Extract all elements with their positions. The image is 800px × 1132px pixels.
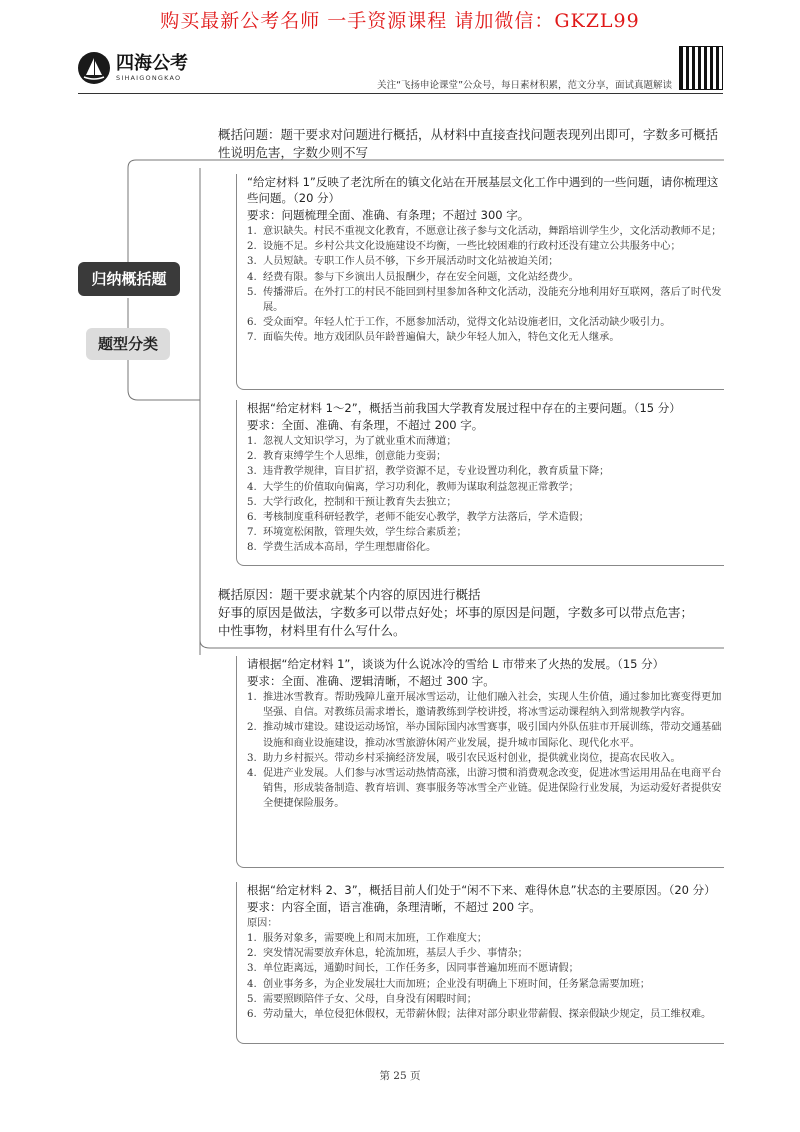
item-number: 5. bbox=[247, 496, 257, 508]
item-number: 5. bbox=[247, 286, 257, 298]
item-text: 传播滞后。在外打工的村民不能回到村里参加各种文化活动，没能充分地利用好互联网，落后了时代发展。 bbox=[263, 286, 722, 314]
item-number: 4. bbox=[247, 978, 257, 990]
list-item bbox=[247, 720, 724, 750]
card-requirement: 要求：全面、准确、逻辑清晰，不超过 300 字。 bbox=[247, 674, 495, 688]
list-item bbox=[247, 946, 724, 961]
summary-intro-text: 概括问题：题干要求对问题进行概括，从材料中直接查找问题表现列出即可，字数多可概括性说明危害，字数少则不写 bbox=[218, 127, 719, 160]
item-text: 面临失传。地方戏团队员年龄普遍偏大，缺少年轻人加入，特色文化无人继承。 bbox=[263, 332, 620, 344]
item-text: 大学生的价值取向偏离，学习功利化，教师为谋取利益忽视正常教学； bbox=[263, 481, 579, 493]
card-cause-1 bbox=[236, 656, 724, 868]
item-number: 3. bbox=[247, 256, 257, 268]
item-number: 8. bbox=[247, 542, 257, 554]
item-text: 环境宽松闲散，管理失效，学生综合素质差； bbox=[263, 527, 467, 539]
list-item bbox=[247, 254, 724, 269]
item-text: 突发情况需要放弃休息，轮流加班，基层人手少、事情杂； bbox=[263, 948, 528, 960]
item-text: 人员短缺。专职工作人员不够，下乡开展活动时文化站被迫关闭； bbox=[263, 256, 559, 268]
item-text: 需要照顾陪伴子女、父母，自身没有闲暇时间； bbox=[263, 993, 477, 1005]
main-label: 归纳概括题 bbox=[78, 262, 180, 296]
list-item bbox=[247, 285, 724, 315]
item-number: 6. bbox=[247, 317, 257, 329]
list-item bbox=[247, 540, 724, 555]
list-item bbox=[247, 434, 724, 449]
logo-title: 四海公考 bbox=[116, 53, 188, 74]
list-item bbox=[247, 766, 724, 812]
item-number: 4. bbox=[247, 481, 257, 493]
card-question: “给定材料 1”反映了老沈所在的镇文化站在开展基层文化工作中遇到的一些问题，请你梳理这些问题。（20 分） bbox=[247, 175, 719, 205]
item-text: 创业事务多，为企业发展壮大而加班；企业没有明确上下班时间，任务紧急需要加班； bbox=[263, 978, 651, 990]
card-requirement: 要求：内容全面，语言准确，条理清晰，不超过 200 字。 bbox=[247, 900, 541, 914]
card-question: 根据“给定材料 2、3”，概括目前人们处于“闲不下来、难得休息”状态的主要原因。（20 分） bbox=[247, 883, 716, 897]
item-text: 服务对象多，需要晚上和周末加班，工作难度大； bbox=[263, 933, 488, 944]
item-number: 1. bbox=[247, 436, 257, 447]
item-number: 2. bbox=[247, 722, 257, 734]
cause-intro-line1: 概括原因：题干要求就某个内容的原因进行概括 bbox=[218, 587, 481, 602]
list-item bbox=[247, 239, 724, 254]
item-text: 学费生活成本高昂，学生理想庸俗化。 bbox=[263, 542, 437, 554]
list-item bbox=[247, 510, 724, 525]
list-item bbox=[247, 480, 724, 495]
item-text: 忽视人文知识学习，为了就业重术而薄道； bbox=[263, 436, 457, 447]
item-number: 3. bbox=[247, 752, 257, 764]
summary-intro bbox=[218, 126, 723, 162]
item-number: 2. bbox=[247, 241, 257, 253]
card-requirement: 要求：问题梳理全面、准确、有条理；不超过 300 字。 bbox=[247, 208, 530, 222]
list-item bbox=[247, 330, 724, 345]
item-number: 1. bbox=[247, 692, 257, 703]
item-number: 1. bbox=[247, 226, 257, 237]
item-text: 助力乡村振兴。带动乡村采摘经济发展，吸引农民返村创业，提供就业岗位，提高农民收入。 bbox=[263, 752, 681, 764]
list-item bbox=[247, 495, 724, 510]
cause-intro-line2: 好事的原因是做法，字数多可以带点好处；坏事的原因是问题，字数多可以带点危害； bbox=[218, 605, 694, 620]
item-number: 2. bbox=[247, 451, 257, 463]
item-number: 4. bbox=[247, 768, 257, 780]
list-item bbox=[247, 751, 724, 766]
item-text: 推进冰雪教育。帮助残障儿童开展冰雪运动，让他们融入社会，实现人生价值，通过参加比赛变得更加坚强、自信。对教练员需求增长，邀请教练到学校讲授，将冰雪运动课程纳入到常规教学内容。 bbox=[263, 692, 722, 719]
item-number: 2. bbox=[247, 948, 257, 960]
list-item bbox=[247, 464, 724, 479]
item-text: 违背教学规律，盲目扩招，教学资源不足，专业设置功利化，教育质量下降； bbox=[263, 466, 610, 478]
item-number: 6. bbox=[247, 512, 257, 524]
category-label: 题型分类 bbox=[86, 328, 170, 360]
item-text: 大学行政化，控制和干预让教育失去独立； bbox=[263, 496, 457, 508]
page-number: 第 25 页 bbox=[379, 1070, 421, 1082]
item-text: 单位距离远，通勤时间长，工作任务多，因同事普遍加班而不愿请假； bbox=[263, 963, 579, 975]
promo-banner: 购买最新公考名师 一手资源课程 请加微信：GKZL99 bbox=[160, 10, 640, 32]
item-number: 3. bbox=[247, 963, 257, 975]
list-item bbox=[247, 270, 724, 285]
item-text: 受众面窄。年轻人忙于工作，不愿参加活动，觉得文化站设施老旧，文化活动缺少吸引力。 bbox=[263, 317, 671, 329]
list-item bbox=[247, 690, 724, 720]
header-note: 关注“飞扬申论课堂”公众号，每日素材积累，范文分享，面试真题解读 bbox=[377, 80, 672, 91]
item-text: 劳动量大，单位侵犯休假权，无带薪休假；法律对部分职业带薪假、探亲假缺少规定，员工维权难。 bbox=[263, 1009, 712, 1021]
list-item bbox=[247, 1007, 724, 1022]
item-number: 1. bbox=[247, 933, 257, 944]
item-text: 促进产业发展。人们参与冰雪运动热情高涨，出游习惯和消费观念改变，促进冰雪运用用品在电商平台销售，形成装备制造、教育培训、赛事服务等冰雪全产业链。促进保险行业发展，为运动爱好者提供安全便捷保险服务。 bbox=[263, 768, 722, 810]
list-item bbox=[247, 449, 724, 464]
item-number: 6. bbox=[247, 1009, 257, 1021]
list-item bbox=[247, 977, 724, 992]
item-text: 意识缺失。村民不重视文化教育，不愿意让孩子参与文化活动，舞蹈培训学生少，文化活动教师不足； bbox=[263, 226, 722, 237]
card-problem-1 bbox=[236, 174, 724, 390]
card-question: 请根据“给定材料 1”，谈谈为什么说冰冷的雪给 L 市带来了火热的发展。（15 分） bbox=[247, 657, 665, 671]
card-question: 根据“给定材料 1～2”，概括当前我国大学教育发展过程中存在的主要问题。（15 分） bbox=[247, 401, 681, 415]
card-requirement: 要求：全面、准确、有条理，不超过 200 字。 bbox=[247, 418, 484, 432]
item-number: 3. bbox=[247, 466, 257, 478]
list-item bbox=[247, 525, 724, 540]
item-text: 经费有限。参与下乡演出人员报酬少，存在安全问题，文化站经费少。 bbox=[263, 271, 579, 283]
list-item bbox=[247, 931, 724, 946]
card-cause-2 bbox=[236, 882, 724, 1044]
logo-subtitle: SIHAIGONGKAO bbox=[116, 74, 182, 82]
item-number: 7. bbox=[247, 332, 257, 344]
item-text: 推动城市建设。建设运动场馆，举办国际国内冰雪赛事，吸引国内外队伍驻市开展训练，带动交通基础设施和商业设施建设，推动冰雪旅游休闲产业发展，提升城市国际化、现代化水平。 bbox=[263, 722, 722, 749]
item-number: 5. bbox=[247, 993, 257, 1005]
list-item bbox=[247, 992, 724, 1007]
cause-intro bbox=[218, 586, 723, 640]
card-problem-2 bbox=[236, 400, 724, 566]
item-text: 教育束缚学生个人思维，创意能力变弱； bbox=[263, 451, 447, 463]
item-text: 设施不足。乡村公共文化设施建设不均衡，一些比较困难的行政村还没有建立公共服务中心； bbox=[263, 241, 681, 253]
list-item bbox=[247, 315, 724, 330]
list-item bbox=[247, 224, 724, 239]
item-number: 7. bbox=[247, 527, 257, 539]
cause-intro-line3: 中性事物，材料里有什么写什么。 bbox=[218, 623, 406, 638]
item-number: 4. bbox=[247, 271, 257, 283]
item-text: 考核制度重科研轻教学，老师不能安心教学，教学方法落后，学术造假； bbox=[263, 512, 589, 524]
card-prefix: 原因： bbox=[247, 918, 278, 929]
list-item bbox=[247, 961, 724, 976]
